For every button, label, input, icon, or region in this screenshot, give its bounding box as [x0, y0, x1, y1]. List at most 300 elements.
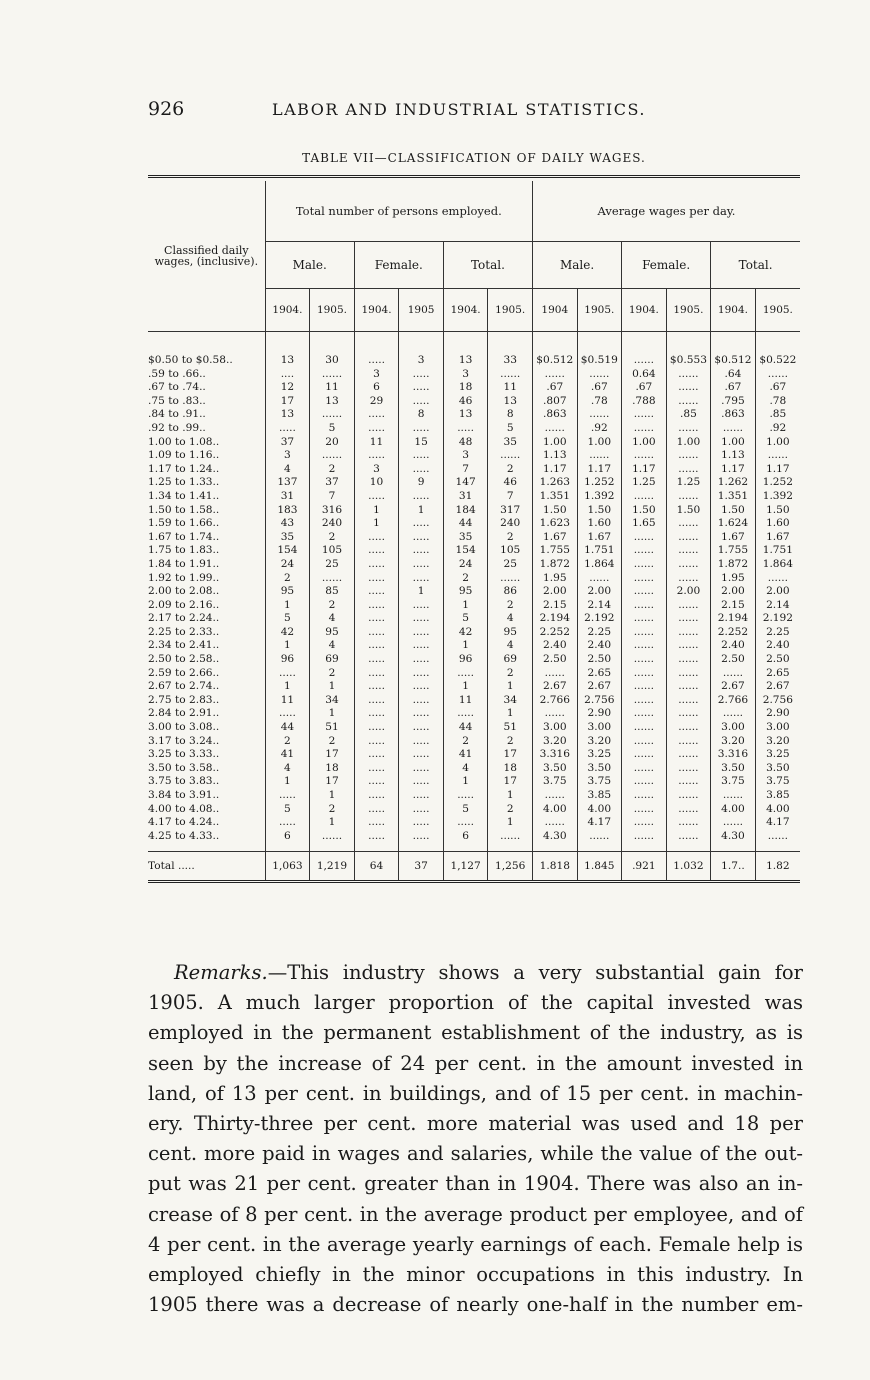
value-cell: 2.25 [577, 626, 622, 640]
wage-class-cell: 1.67 to 1.74.. [148, 530, 220, 543]
value-cell: 69 [310, 653, 355, 667]
value-cell: 4.00 [577, 803, 622, 817]
table-row [148, 830, 800, 844]
wage-class-cell: 3.75 to 3.83.. [148, 775, 220, 788]
value-cell: ..... [354, 803, 399, 817]
value-cell: ...... [711, 789, 756, 803]
value-cell: 1 [443, 639, 488, 653]
value-cell: 147 [443, 476, 488, 490]
year-header: 1905. [577, 289, 622, 332]
sub-header: Female. [622, 242, 711, 289]
value-cell: 1.13 [711, 449, 756, 463]
value-cell: ...... [666, 612, 711, 626]
value-cell: 41 [443, 748, 488, 762]
value-cell: .67 [711, 381, 756, 395]
remarks-line: 1905 there was a decrease of nearly one-half in the number em- [148, 1293, 803, 1317]
table-row [148, 639, 800, 653]
table-row [148, 667, 800, 681]
value-cell: ...... [666, 572, 711, 586]
value-cell: 2.194 [533, 612, 578, 626]
value-cell: 2.252 [533, 626, 578, 640]
spacer-cell [622, 332, 667, 355]
value-cell: ..... [354, 599, 399, 613]
value-cell: ...... [666, 422, 711, 436]
value-cell: ...... [622, 803, 667, 817]
value-cell: 3.00 [577, 721, 622, 735]
value-cell: 3 [443, 368, 488, 382]
value-cell: ..... [399, 572, 444, 586]
value-cell: 1,063 [265, 852, 310, 881]
value-cell: ...... [622, 544, 667, 558]
wage-class-cell: 1.17 to 1.24.. [148, 462, 220, 475]
value-cell: 7 [488, 490, 533, 504]
value-cell: 17 [310, 775, 355, 789]
value-cell: ...... [666, 381, 711, 395]
value-cell: ..... [354, 408, 399, 422]
value-cell: 41 [265, 748, 310, 762]
value-cell: 96 [265, 653, 310, 667]
value-cell: ..... [354, 707, 399, 721]
value-cell: 1.67 [711, 531, 756, 545]
page-number: 926 [148, 98, 185, 120]
value-cell: ..... [354, 490, 399, 504]
value-cell: 12 [265, 381, 310, 395]
wage-class-cell: 2.59 to 2.66.. [148, 666, 220, 679]
spacer-cell [622, 843, 667, 852]
table-row [148, 626, 800, 640]
value-cell: 42 [443, 626, 488, 640]
table-row [148, 381, 800, 395]
value-cell: ..... [399, 830, 444, 844]
value-cell: ..... [354, 667, 399, 681]
sub-header: Female. [354, 242, 443, 289]
value-cell: $0.553 [666, 354, 711, 368]
spacer-cell [443, 843, 488, 852]
value-cell: ..... [354, 449, 399, 463]
value-cell: 2 [310, 803, 355, 817]
value-cell: 3.25 [577, 748, 622, 762]
table-row [148, 585, 800, 599]
year-header: 1904. [354, 289, 399, 332]
remarks-line [148, 958, 803, 988]
value-cell: .85 [755, 408, 800, 422]
value-cell: ...... [622, 653, 667, 667]
value-cell: ...... [622, 667, 667, 681]
value-cell: ...... [622, 639, 667, 653]
value-cell: 1.50 [666, 504, 711, 518]
value-cell: 1.50 [533, 504, 578, 518]
table-title: TABLE VII—CLASSIFICATION OF DAILY WAGES. [302, 151, 646, 165]
value-cell: ...... [755, 368, 800, 382]
value-cell: 1 [443, 680, 488, 694]
value-cell: ...... [666, 517, 711, 531]
value-cell: 5 [310, 422, 355, 436]
value-cell: ..... [399, 762, 444, 776]
value-cell: 24 [443, 558, 488, 572]
year-header: 1904. [622, 289, 667, 332]
value-cell: 95 [265, 585, 310, 599]
spacer-cell [148, 843, 265, 852]
value-cell: 1.351 [533, 490, 578, 504]
value-cell: ..... [399, 721, 444, 735]
sub-header: Male. [265, 242, 354, 289]
value-cell: ...... [622, 626, 667, 640]
value-cell: 9 [399, 476, 444, 490]
value-cell: 1.392 [755, 490, 800, 504]
value-cell: 1.755 [711, 544, 756, 558]
value-cell: 240 [310, 517, 355, 531]
value-cell: 1 [310, 707, 355, 721]
spacer-cell [310, 843, 355, 852]
value-cell: 1 [488, 789, 533, 803]
value-cell: 86 [488, 585, 533, 599]
value-cell: 3.20 [577, 735, 622, 749]
value-cell: ...... [622, 762, 667, 776]
remarks-line: crease of 8 per cent. in the average product per employee, and of [148, 1202, 803, 1226]
value-cell: 2.00 [755, 585, 800, 599]
value-cell: 4 [488, 612, 533, 626]
value-cell: ...... [577, 368, 622, 382]
value-cell: 4 [310, 639, 355, 653]
value-cell: 1.25 [622, 476, 667, 490]
value-cell: ..... [399, 558, 444, 572]
value-cell: 2.00 [577, 585, 622, 599]
value-cell: 17 [488, 748, 533, 762]
value-cell: 1.95 [533, 572, 578, 586]
value-cell: 2.40 [533, 639, 578, 653]
value-cell: 105 [310, 544, 355, 558]
value-cell: 3.75 [755, 775, 800, 789]
value-cell: 25 [488, 558, 533, 572]
value-cell: ..... [354, 639, 399, 653]
table-row [148, 408, 800, 422]
value-cell: ...... [310, 830, 355, 844]
table-row [148, 762, 800, 776]
value-cell: 95 [310, 626, 355, 640]
value-cell: 64 [354, 852, 399, 881]
value-cell: 3.316 [711, 748, 756, 762]
wage-class-cell: 3.84 to 3.91.. [148, 789, 220, 801]
value-cell: 1.00 [622, 436, 667, 450]
value-cell: 35 [443, 531, 488, 545]
value-cell: ..... [399, 775, 444, 789]
value-cell: 184 [443, 504, 488, 518]
value-cell: ...... [666, 775, 711, 789]
remarks-line: 4 per cent. in the average yearly earnings of each. Female help is [148, 1232, 803, 1256]
value-cell: 3.50 [755, 762, 800, 776]
value-cell: 1 [265, 680, 310, 694]
value-cell: 240 [488, 517, 533, 531]
value-cell: ..... [399, 368, 444, 382]
spacer-cell [354, 843, 399, 852]
value-cell: 3.85 [577, 789, 622, 803]
value-cell: 1.50 [577, 504, 622, 518]
value-cell: ..... [265, 667, 310, 681]
value-cell: 2.67 [711, 680, 756, 694]
value-cell: 154 [265, 544, 310, 558]
value-cell: 2.65 [577, 667, 622, 681]
wage-class-cell: 4.17 to 4.24.. [148, 816, 220, 829]
table-row [148, 735, 800, 749]
value-cell: 2.00 [533, 585, 578, 599]
table-row [148, 775, 800, 789]
value-cell: ...... [666, 721, 711, 735]
value-cell: ..... [354, 775, 399, 789]
value-cell: 42 [265, 626, 310, 640]
value-cell: 3.00 [533, 721, 578, 735]
wage-class-cell: 1.50 to 1.58.. [148, 503, 220, 516]
value-cell: ..... [443, 422, 488, 436]
value-cell: 2 [310, 667, 355, 681]
value-cell: ...... [666, 762, 711, 776]
value-cell: ..... [354, 653, 399, 667]
value-cell: 2 [488, 599, 533, 613]
value-cell: 3.25 [755, 748, 800, 762]
value-cell: ...... [533, 368, 578, 382]
value-cell: ...... [533, 667, 578, 681]
value-cell: 1.864 [755, 558, 800, 572]
value-cell: 33 [488, 354, 533, 368]
spacer-cell [577, 332, 622, 355]
spacer-cell [354, 332, 399, 355]
wage-class-cell: 4.00 to 4.08.. [148, 802, 220, 815]
value-cell: 2.756 [755, 694, 800, 708]
wage-class-cell: 2.67 to 2.74.. [148, 680, 220, 693]
value-cell: 34 [488, 694, 533, 708]
wage-class-cell: 1.25 to 1.33.. [148, 476, 220, 489]
value-cell: .788 [622, 395, 667, 409]
value-cell: ...... [533, 816, 578, 830]
value-cell: 3 [399, 354, 444, 368]
spacer-cell [711, 843, 756, 852]
value-cell: .92 [577, 422, 622, 436]
value-cell: ...... [622, 572, 667, 586]
value-cell: 137 [265, 476, 310, 490]
value-cell: 17 [488, 775, 533, 789]
value-cell: 46 [488, 476, 533, 490]
value-cell: ..... [354, 558, 399, 572]
value-cell: 317 [488, 504, 533, 518]
value-cell: ...... [666, 544, 711, 558]
value-cell: .863 [533, 408, 578, 422]
value-cell: .67 [755, 381, 800, 395]
value-cell: 1.751 [755, 544, 800, 558]
value-cell: .64 [711, 368, 756, 382]
value-cell: .921 [622, 852, 667, 881]
value-cell: 48 [443, 436, 488, 450]
value-cell: 44 [265, 721, 310, 735]
wage-class-cell: 2.25 to 2.33.. [148, 625, 220, 638]
value-cell: 1.845 [577, 852, 622, 881]
value-cell: 31 [265, 490, 310, 504]
value-cell: ..... [399, 653, 444, 667]
value-cell: 3.50 [533, 762, 578, 776]
value-cell: ..... [354, 585, 399, 599]
value-cell: 5 [443, 803, 488, 817]
value-cell: ...... [488, 449, 533, 463]
value-cell: 8 [399, 408, 444, 422]
value-cell: ...... [310, 572, 355, 586]
value-cell: ..... [265, 816, 310, 830]
value-cell: 1 [488, 816, 533, 830]
value-cell: ..... [354, 735, 399, 749]
value-cell: 2.192 [577, 612, 622, 626]
value-cell: 1.262 [711, 476, 756, 490]
value-cell: 6 [443, 830, 488, 844]
value-cell: ..... [354, 572, 399, 586]
value-cell: 3 [265, 449, 310, 463]
value-cell: ...... [622, 599, 667, 613]
value-cell: 7 [443, 463, 488, 477]
value-cell: 2.25 [755, 626, 800, 640]
value-cell: ...... [755, 830, 800, 844]
value-cell: 2 [310, 463, 355, 477]
value-cell: 25 [310, 558, 355, 572]
value-cell: ...... [755, 449, 800, 463]
value-cell: ...... [533, 422, 578, 436]
value-cell: ..... [399, 667, 444, 681]
value-cell: 1.17 [711, 463, 756, 477]
value-cell: 1.67 [755, 531, 800, 545]
value-cell: 2.50 [711, 653, 756, 667]
value-cell: ...... [533, 789, 578, 803]
value-cell: 11 [265, 694, 310, 708]
wage-class-cell: Total ..... [148, 852, 265, 881]
value-cell: ...... [666, 816, 711, 830]
value-cell: ...... [622, 680, 667, 694]
value-cell: 13 [265, 408, 310, 422]
value-cell: ...... [666, 803, 711, 817]
value-cell: ...... [622, 748, 667, 762]
sub-header: Total. [711, 242, 800, 289]
value-cell: 1 [310, 680, 355, 694]
value-cell: ..... [265, 422, 310, 436]
value-cell: 183 [265, 504, 310, 518]
wage-class-cell: 3.25 to 3.33.. [148, 748, 220, 761]
value-cell: 13 [265, 354, 310, 368]
value-cell: 2 [265, 572, 310, 586]
year-header: 1905. [755, 289, 800, 332]
value-cell: 6 [354, 381, 399, 395]
table-row [148, 504, 800, 518]
value-cell: ..... [399, 544, 444, 558]
value-cell: 11 [488, 381, 533, 395]
year-header: 1905. [488, 289, 533, 332]
table-row [148, 612, 800, 626]
value-cell: ..... [399, 599, 444, 613]
value-cell: 1 [310, 816, 355, 830]
value-cell: 3.75 [577, 775, 622, 789]
value-cell: 85 [310, 585, 355, 599]
value-cell: ..... [354, 626, 399, 640]
value-cell: 37 [265, 436, 310, 450]
spacer-cell [488, 843, 533, 852]
value-cell: 4 [265, 463, 310, 477]
value-cell: 1.392 [577, 490, 622, 504]
value-cell: ..... [399, 626, 444, 640]
table-row [148, 354, 800, 368]
value-cell: 2 [443, 735, 488, 749]
value-cell: 1.95 [711, 572, 756, 586]
value-cell: 43 [265, 517, 310, 531]
value-cell: 2.90 [577, 707, 622, 721]
value-cell: 2.67 [577, 680, 622, 694]
value-cell: ...... [622, 490, 667, 504]
value-cell: 3.00 [711, 721, 756, 735]
value-cell: 4.17 [755, 816, 800, 830]
value-cell: ..... [443, 707, 488, 721]
value-cell: ...... [622, 531, 667, 545]
table-spacer [148, 332, 800, 355]
value-cell: 1.00 [711, 436, 756, 450]
year-header: 1904 [533, 289, 578, 332]
value-cell: ...... [622, 449, 667, 463]
value-cell: 3.50 [577, 762, 622, 776]
value-cell: 1.17 [577, 463, 622, 477]
wage-class-cell: 3.17 to 3.24.. [148, 734, 220, 747]
value-cell: 2 [310, 531, 355, 545]
value-cell: 1,256 [488, 852, 533, 881]
value-cell: ...... [666, 830, 711, 844]
value-cell: 4.00 [533, 803, 578, 817]
remarks-line: seen by the increase of 24 per cent. in the amount invested in [148, 1051, 803, 1075]
value-cell: ...... [488, 368, 533, 382]
value-cell: 2.766 [711, 694, 756, 708]
value-cell: ..... [354, 531, 399, 545]
value-cell: .67 [622, 381, 667, 395]
value-cell: 1.00 [666, 436, 711, 450]
value-cell: 15 [399, 436, 444, 450]
value-cell: ...... [622, 694, 667, 708]
value-cell: ...... [488, 830, 533, 844]
value-cell: ...... [622, 422, 667, 436]
value-cell: 1.032 [666, 852, 711, 881]
value-cell: ..... [399, 612, 444, 626]
value-cell: 2.756 [577, 694, 622, 708]
value-cell: ...... [666, 653, 711, 667]
value-cell: 3.85 [755, 789, 800, 803]
table-row [148, 422, 800, 436]
value-cell: 2 [310, 599, 355, 613]
value-cell: 4.30 [711, 830, 756, 844]
value-cell: ..... [399, 789, 444, 803]
running-title: LABOR AND INDUSTRIAL STATISTICS. [272, 100, 646, 119]
year-header: 1905. [310, 289, 355, 332]
spacer-cell [711, 332, 756, 355]
wage-class-cell: 1.75 to 1.83.. [148, 544, 220, 557]
value-cell: ...... [488, 572, 533, 586]
value-cell: 1 [310, 789, 355, 803]
value-cell: 69 [488, 653, 533, 667]
wage-class-cell: .84 to .91.. [148, 408, 206, 421]
value-cell: ..... [399, 463, 444, 477]
value-cell: 1 [399, 504, 444, 518]
value-cell: 2 [488, 667, 533, 681]
value-cell: 1 [265, 639, 310, 653]
table-row [148, 395, 800, 409]
spacer-cell [755, 843, 800, 852]
value-cell: 1.00 [533, 436, 578, 450]
value-cell: 1.7.. [711, 852, 756, 881]
value-cell: 2.50 [755, 653, 800, 667]
value-cell: 2.50 [577, 653, 622, 667]
value-cell: 5 [488, 422, 533, 436]
value-cell: 1 [354, 504, 399, 518]
remarks-paragraph [148, 958, 803, 1320]
value-cell: ...... [666, 748, 711, 762]
value-cell: 3.20 [711, 735, 756, 749]
value-cell: $0.519 [577, 354, 622, 368]
